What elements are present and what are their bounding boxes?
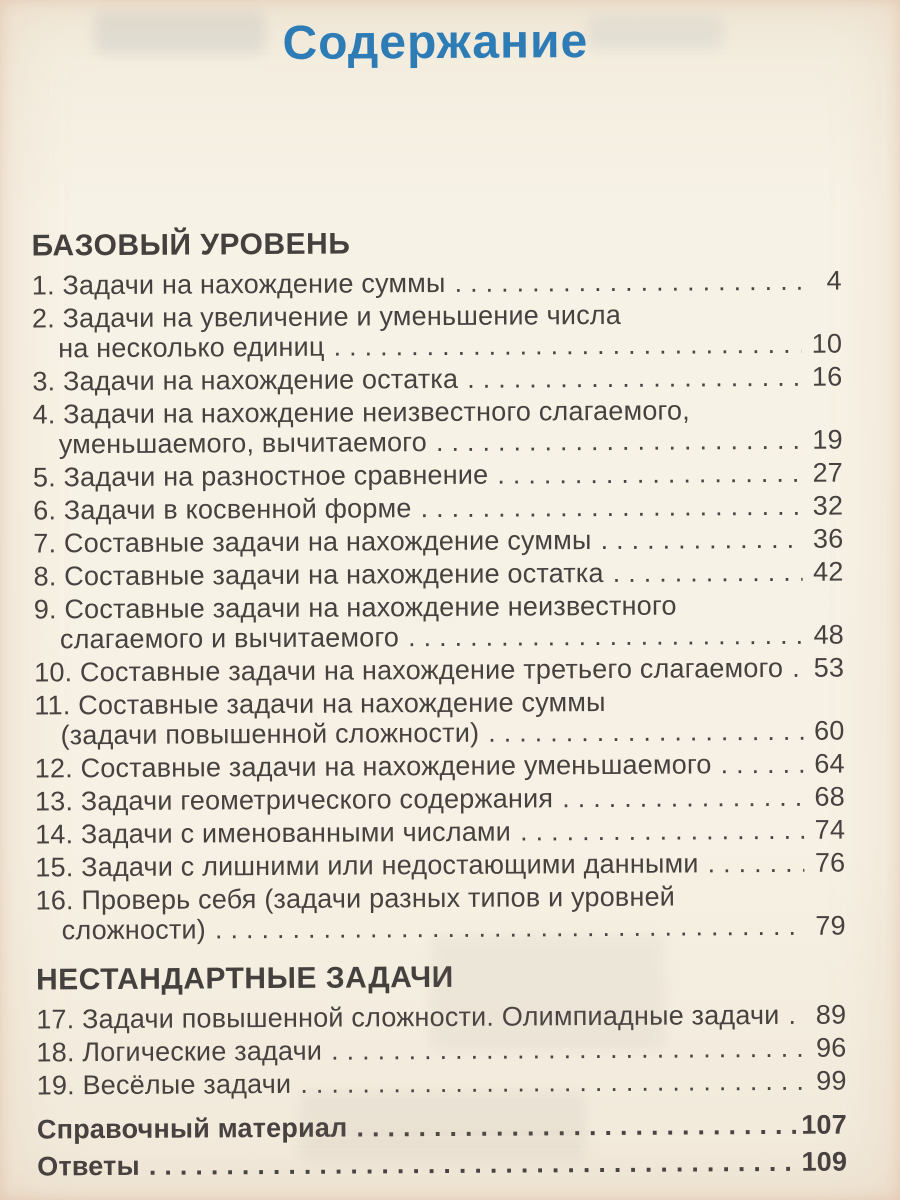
dot-leader <box>149 1147 797 1181</box>
dot-leader <box>613 557 803 588</box>
toc-entry-continuation: (задачи повышенной сложности) <box>60 717 480 751</box>
table-of-contents <box>31 225 847 1182</box>
dot-leader <box>467 362 801 394</box>
toc-entry-continuation: 15. Задачи с лишними или недостающими данными <box>35 848 699 883</box>
dot-leader <box>788 1000 805 1030</box>
toc-entry-line <box>34 620 844 655</box>
dot-leader <box>331 1033 806 1066</box>
toc-entry-line <box>37 1147 847 1182</box>
toc-entry <box>33 491 843 526</box>
toc-section <box>31 225 845 946</box>
toc-entry-line <box>32 266 842 301</box>
toc-entry-page-number: 68 <box>814 781 846 812</box>
toc-entry-continuation: уменьшаемого, вычитаемого <box>58 427 428 460</box>
toc-entry <box>36 1000 846 1035</box>
page-title: Содержание <box>282 15 589 70</box>
toc-entry-continuation: 19. Весёлые задачи <box>36 1068 292 1101</box>
toc-entry-page-number: 79 <box>815 910 846 941</box>
toc-entry <box>33 557 843 592</box>
scanned-content <box>30 12 847 1182</box>
toc-entry-continuation: 10. Составные задачи на нахождение третьего слагаемого <box>34 652 784 688</box>
toc-entry <box>32 299 842 364</box>
toc-entry-text: 9. Составные задачи на нахождение неизвестного <box>33 590 677 625</box>
toc-entry <box>34 686 844 751</box>
toc-entry <box>35 881 845 946</box>
dot-leader <box>356 1110 796 1143</box>
toc-entry-text: 11. Составные задачи на нахождение суммы <box>34 686 606 721</box>
toc-entry-page-number: 53 <box>813 652 845 683</box>
toc-entry-page-number: 107 <box>801 1109 848 1140</box>
toc-entry-text: 2. Задачи на увеличение и уменьшение числа <box>31 299 622 334</box>
toc-entry-line <box>32 362 842 397</box>
toc-entry-line <box>35 782 845 817</box>
toc-entry-page-number: 32 <box>812 490 844 521</box>
toc-entry <box>33 524 843 559</box>
toc-entry-text: 4. Задачи на нахождение неизвестного слагаемого, <box>32 395 690 430</box>
toc-entry-page-number: 19 <box>812 424 843 455</box>
toc-entry <box>35 815 845 850</box>
toc-entry-continuation: 13. Задачи геометрического содержания <box>34 783 554 817</box>
dot-leader <box>600 524 802 555</box>
toc-entry-continuation: 7. Составные задачи на нахождение суммы <box>33 525 592 559</box>
toc-entry-page-number: 10 <box>811 328 843 359</box>
toc-entry-line <box>35 848 845 883</box>
toc-entry-continuation: сложности) <box>61 914 207 946</box>
toc-entry <box>33 395 843 460</box>
section-heading: НЕСТАНДАРТНЫЕ ЗАДАЧИ <box>35 960 454 997</box>
toc-entry-list <box>36 1000 847 1101</box>
dot-leader <box>520 815 804 847</box>
toc-entry-line <box>35 815 845 850</box>
toc-entry <box>35 848 845 883</box>
toc-entry <box>36 1033 846 1068</box>
toc-entry-line <box>34 653 844 688</box>
toc-entry-continuation: слагаемого и вычитаемого <box>59 622 400 655</box>
toc-entry-line <box>34 716 844 751</box>
toc-entry-page-number: 48 <box>813 619 845 650</box>
toc-entry-page-number: 27 <box>812 457 844 488</box>
toc-entry <box>37 1147 847 1182</box>
toc-entry-page-number: 60 <box>814 715 845 746</box>
dot-leader <box>708 848 805 879</box>
toc-entry <box>34 653 844 688</box>
toc-section <box>37 1110 847 1182</box>
toc-entry-continuation: 17. Задачи повышенной сложности. Олимпиадные задачи <box>36 999 780 1035</box>
toc-entry-continuation: 5. Задачи на разностное сравнение <box>32 459 489 493</box>
toc-entry-text: 16. Проверь себя (задачи разных типов и уровней <box>35 881 676 916</box>
toc-entry-list <box>32 266 846 946</box>
toc-entry-page-number: 42 <box>813 556 844 587</box>
dot-leader <box>562 782 804 813</box>
toc-entry-line <box>37 1110 847 1145</box>
dot-leader <box>408 620 803 652</box>
toc-entry-list <box>37 1110 847 1182</box>
toc-entry-continuation: 8. Составные задачи на нахождение остатка <box>33 557 604 592</box>
toc-entry-page-number: 99 <box>816 1065 847 1096</box>
toc-entry-page-number: 4 <box>826 265 842 296</box>
toc-entry <box>35 782 845 817</box>
toc-entry-line <box>36 1000 846 1035</box>
toc-entry <box>34 590 844 655</box>
toc-entry <box>37 1110 847 1145</box>
toc-entry-continuation: на несколько единиц <box>58 331 325 364</box>
dot-leader <box>436 425 802 457</box>
toc-entry-continuation: Справочный материал <box>36 1112 348 1145</box>
dot-leader <box>455 266 801 298</box>
dot-leader <box>215 911 805 945</box>
toc-entry-line <box>32 329 842 364</box>
toc-entry-page-number: 96 <box>815 1032 847 1063</box>
toc-entry-page-number: 36 <box>812 523 844 554</box>
toc-entry-continuation: Ответы <box>37 1150 140 1182</box>
toc-entry-line <box>36 911 846 946</box>
toc-entry <box>33 458 843 493</box>
toc-section <box>36 959 847 1101</box>
toc-entry-page-number: 16 <box>811 361 843 392</box>
dot-leader <box>333 329 801 362</box>
toc-entry-line <box>33 557 843 592</box>
dot-leader <box>488 716 803 748</box>
toc-entry-page-number: 76 <box>814 847 846 878</box>
toc-entry-page-number: 109 <box>801 1146 848 1177</box>
section-heading: БАЗОВЫЙ УРОВЕНЬ <box>31 227 351 263</box>
toc-entry-continuation: 14. Задачи с именованными числами <box>35 816 512 850</box>
toc-entry-continuation: 3. Задачи на нахождение остатка <box>32 363 459 397</box>
toc-entry-continuation: 1. Задачи на нахождение суммы <box>31 267 446 301</box>
toc-entry-page-number: 89 <box>815 999 847 1030</box>
toc-entry-line <box>33 425 843 460</box>
toc-entry-continuation: 12. Составные задачи на нахождение уменьшаемого <box>34 749 712 784</box>
dot-leader <box>300 1066 806 1099</box>
toc-entry-line <box>33 458 843 493</box>
toc-entry <box>32 362 842 397</box>
toc-entry-line <box>35 749 845 784</box>
toc-entry-page-number: 74 <box>814 814 846 845</box>
toc-entry-line <box>33 524 843 559</box>
toc-entry-line <box>37 1066 847 1101</box>
dot-leader <box>497 458 802 490</box>
dot-leader <box>420 491 802 523</box>
dot-leader <box>720 749 803 780</box>
toc-entry <box>37 1066 847 1101</box>
toc-entry-continuation: 6. Задачи в косвенной форме <box>33 493 412 526</box>
toc-entry <box>32 266 842 301</box>
toc-entry <box>35 749 845 784</box>
toc-entry-page-number: 64 <box>814 748 845 779</box>
toc-entry-line <box>36 1033 846 1068</box>
toc-entry-continuation: 18. Логические задачи <box>36 1035 323 1068</box>
toc-entry-line <box>33 491 843 526</box>
dot-leader <box>792 653 803 683</box>
